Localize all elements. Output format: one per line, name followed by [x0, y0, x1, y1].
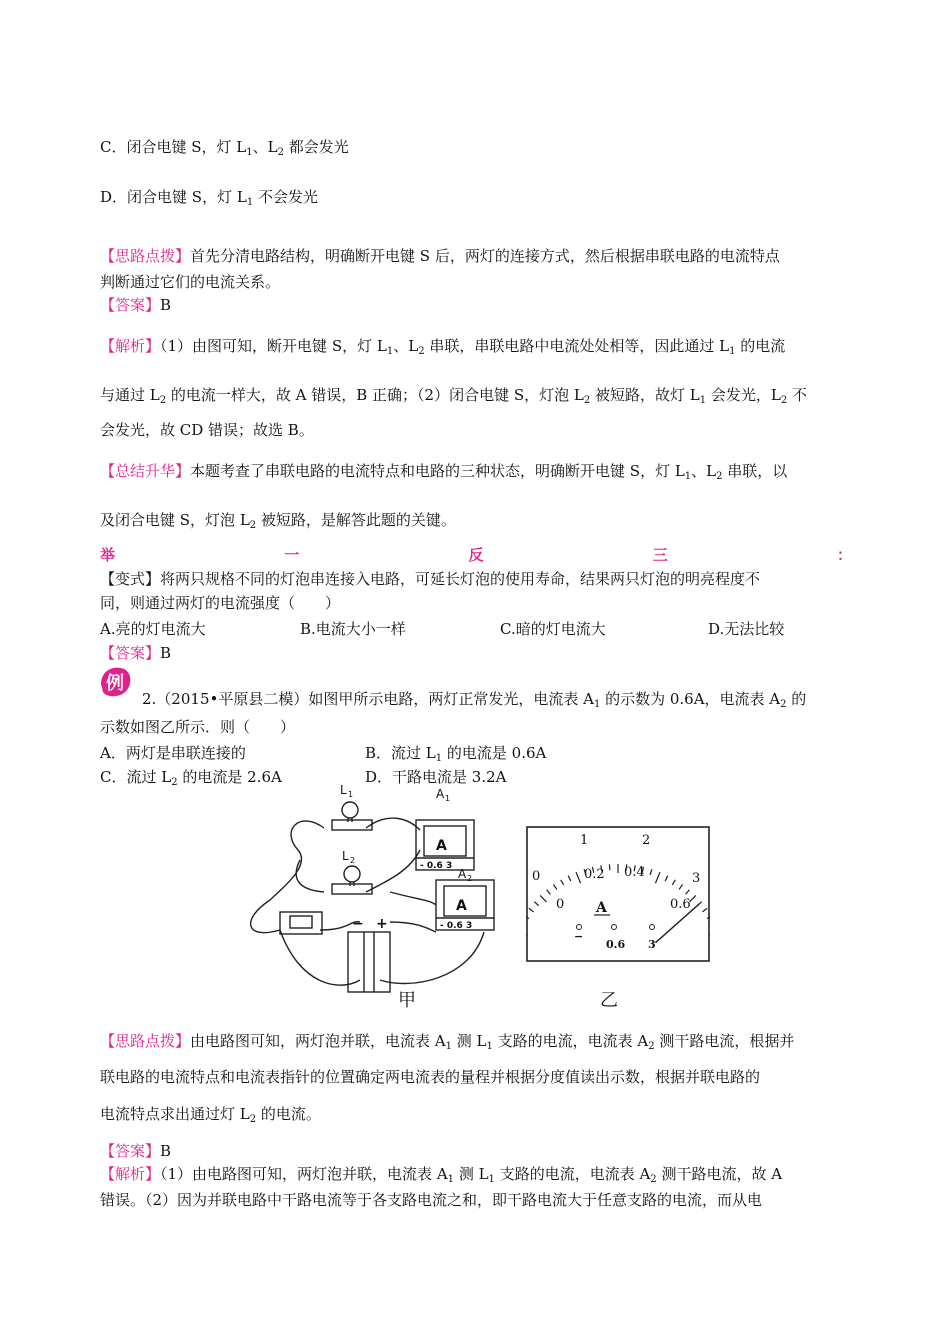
hint-line-1: 【思路点拨】首先分清电路结构，明确断开电键 S 后，两灯的连接方式，然后根据串联电路的电流特点 [100, 247, 780, 265]
svg-text:2: 2 [467, 874, 473, 883]
svg-text:1: 1 [445, 794, 451, 803]
svg-text:1: 1 [348, 790, 354, 799]
svg-text:0.6: 0.6 [670, 897, 691, 912]
svg-text:+: + [376, 916, 388, 932]
svg-text:L: L [340, 783, 347, 797]
analysis-line-3: 会发光，故 CD 错误；故选 B。 [100, 421, 314, 439]
dial-tick [553, 884, 556, 889]
ammeter-dial-figure [526, 826, 710, 962]
circuit-diagram-figure [240, 780, 500, 1012]
svg-text:−: − [574, 930, 584, 943]
example-option-c: C．流过 $L_2$ 的电流是 2.6A [100, 768, 282, 788]
svg-text:−: − [352, 916, 364, 932]
summary-line-1: 【总结升华】本题考查了串联电路的电流特点和电路的三种状态，明确断开电键 S，灯 $L_1$、$L_2$ 串联，以 [100, 462, 788, 482]
hint-line-2: 判断通过它们的电流关系。 [100, 273, 281, 291]
option-c: C．闭合电键 S，灯 $L_1$、$L_2$ 都会发光 [100, 138, 349, 158]
svg-text:0: 0 [532, 869, 541, 884]
svg-text:例: 例 [106, 673, 124, 694]
figure-caption-yi: 乙 [600, 990, 618, 1011]
answer-3: 【答案】B [100, 1142, 172, 1160]
practice-heading: 举 一 反 三 ： [100, 546, 852, 564]
svg-text:L: L [342, 849, 349, 863]
svg-text:0: 0 [556, 897, 565, 912]
dial-tick [561, 880, 564, 885]
variant-option-d: D.无法比较 [708, 620, 785, 638]
answer-2: 【答案】B [100, 644, 172, 662]
svg-text:- 0.6 3: - 0.6 3 [440, 921, 473, 931]
example-option-b: B．流过 $L_1$ 的电流是 0.6A [365, 744, 547, 764]
dial-tick [702, 908, 707, 912]
hint2-line-2: 联电路的电流特点和电流表指针的位置确定两电流表的量程并根据分度值读出示数，根据并联电路的 [100, 1068, 761, 1086]
svg-text:0.6: 0.6 [606, 938, 626, 951]
dial-tick [655, 872, 659, 883]
svg-text:2: 2 [350, 856, 356, 865]
svg-text:A: A [596, 900, 607, 916]
svg-text:- 0.6 3: - 0.6 3 [420, 861, 453, 871]
dial-tick [547, 890, 551, 895]
example-badge-icon [97, 664, 133, 700]
variant-line-2: 同，则通过两灯的电流强度（ ） [100, 594, 341, 612]
hint2-line-1: 【思路点拨】由电路图可知，两灯泡并联，电流表 $A_1$ 测 $L_1$ 支路的电流，电流表 $A_2$ 测干路电流，根据并 [100, 1032, 795, 1052]
variant-option-a: A.亮的灯电流大 [100, 620, 206, 638]
hint2-line-3: 电流特点求出通过灯 $L_2$ 的电流。 [100, 1105, 321, 1125]
dial-tick [686, 890, 690, 895]
svg-text:A: A [458, 867, 467, 881]
svg-text:A: A [456, 898, 467, 914]
dial-tick [568, 876, 571, 881]
example-option-d: D．干路电流是 3.2A [365, 768, 507, 786]
svg-text:3: 3 [692, 871, 701, 886]
example-line-2: 示数如图乙所示．则（ ） [100, 718, 296, 736]
dial-tick [665, 876, 668, 881]
analysis-line-1: 【解析】（1）由图可知，断开电键 S，灯 $L_1$、$L_2$ 串联，串联电路中电流处处相等，因此通过 $L_1$ 的电流 [100, 337, 786, 357]
option-d: D．闭合电键 S，灯 $L_1$ 不会发光 [100, 188, 318, 208]
svg-text:2: 2 [642, 833, 651, 848]
dial-tick [529, 908, 534, 912]
dial-tick [672, 880, 675, 885]
svg-text:A: A [436, 787, 445, 801]
dial-tick [576, 872, 580, 883]
variant-option-b: B.电流大小一样 [300, 620, 406, 638]
example-line-1: 2.（2015•平原县二模）如图甲所示电路，两灯正常发光，电流表 $A_1$ 的示数为 0.6A，电流表 $A_2$ 的 [142, 690, 807, 710]
svg-text:0.2: 0.2 [584, 867, 605, 882]
svg-text:A: A [436, 838, 447, 854]
analysis-line-2: 与通过 $L_2$ 的电流一样大，故 A 错误，B 正确；（2）闭合电键 S，灯泡 $L_2$ 被短路，故灯 $L_1$ 会发光，$L_2$ 不 [100, 386, 807, 406]
svg-text:1: 1 [580, 833, 589, 848]
dial-tick [540, 895, 546, 901]
analysis2-line-1: 【解析】（1）由电路图可知，两灯泡并联，电流表 $A_1$ 测 $L_1$ 支路的电流，电流表 $A_2$ 测干路电流，故 A [100, 1165, 783, 1185]
svg-text:3: 3 [648, 938, 656, 951]
hint-tag: 【思路点拨】 [100, 247, 191, 265]
answer-1: 【答案】B [100, 296, 172, 314]
dial-tick [650, 869, 652, 875]
dial-tick [534, 902, 538, 906]
variant-line-1: 【变式】将两只规格不同的灯泡串连接入电路，可延长灯泡的使用寿命，结果两只灯泡的明亮程度不 [100, 570, 761, 588]
svg-text:0.4: 0.4 [624, 865, 645, 880]
dial-tick [679, 884, 682, 889]
example-option-a: A．两灯是串联连接的 [100, 744, 246, 762]
figure-caption-jia: 甲 [398, 990, 416, 1011]
analysis2-line-2: 错误。（2）因为并联电路中干路电流等于各支路电流之和，即干路电流大于任意支路的电流，而从电 [100, 1191, 763, 1209]
summary-line-2: 及闭合电键 S，灯泡 $L_2$ 被短路，是解答此题的关键。 [100, 511, 456, 531]
variant-option-c: C.暗的灯电流大 [500, 620, 606, 638]
